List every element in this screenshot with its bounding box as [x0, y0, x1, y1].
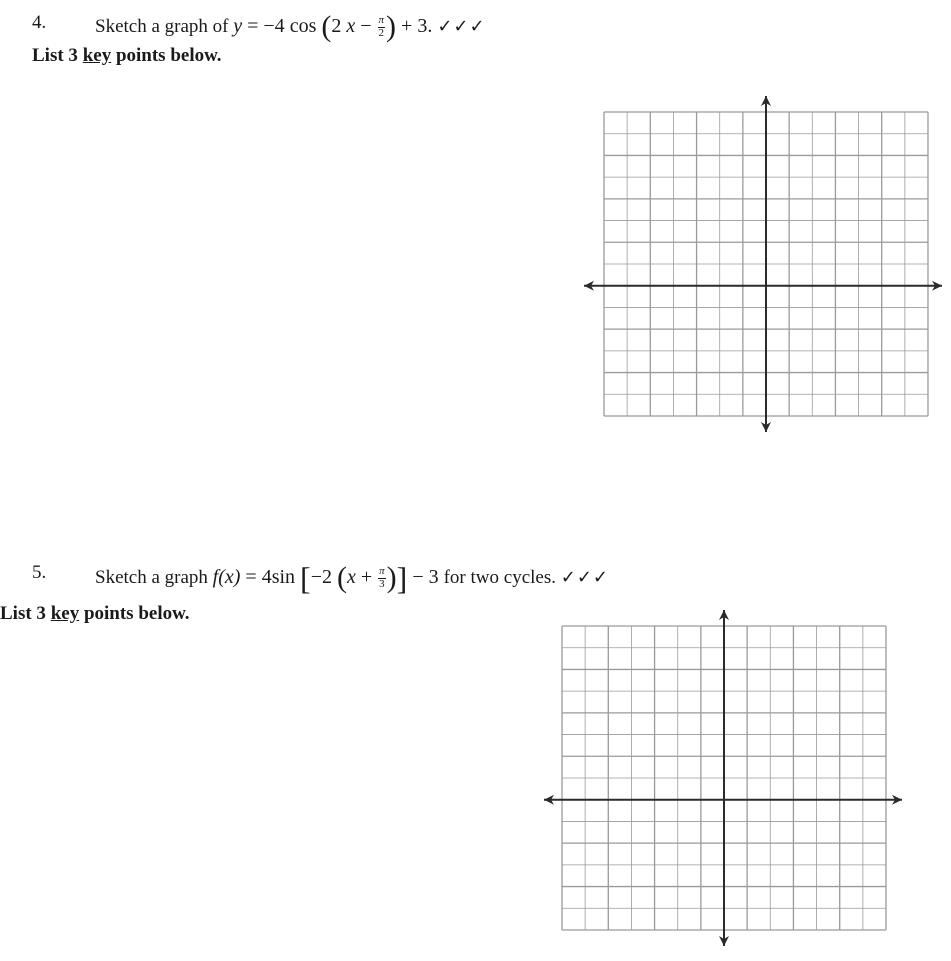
problem-4-statement: [95, 12, 486, 42]
problem-5-prompt: Sketch a graph: [95, 567, 208, 588]
problem-4-number: 4.: [32, 12, 47, 33]
problem-4-checkmarks: ✓✓✓: [437, 16, 486, 37]
problem-5-suffix: for two cycles.: [443, 567, 556, 588]
problem-5-coordinate-grid[interactable]: [540, 606, 906, 950]
problem-5-statement: [95, 562, 609, 594]
problem-5-key-points-label: List 3 key points below.: [0, 603, 190, 624]
problem-5-checkmarks: ✓✓✓: [560, 567, 609, 588]
problem-4-prompt: Sketch a graph of: [95, 16, 229, 37]
problem-5-number: 5.: [32, 562, 47, 583]
problem-4-coordinate-grid[interactable]: [580, 92, 946, 436]
problem-5-fraction: $\frac{\pi}{3}$: [379, 565, 385, 590]
problem-4-fraction: $\frac{\pi}{2}$: [378, 14, 385, 39]
problem-5-equation: f(x) = 4sin [−2 (x + $\frac{\pi}{3}$ )] − 3: [212, 560, 439, 596]
problem-4-key-points-label: List 3 key points below.: [32, 45, 222, 66]
problem-4-equation: y = −4 cos (2 x − $\frac{\pi}{2}$ ) + 3.: [233, 10, 433, 43]
